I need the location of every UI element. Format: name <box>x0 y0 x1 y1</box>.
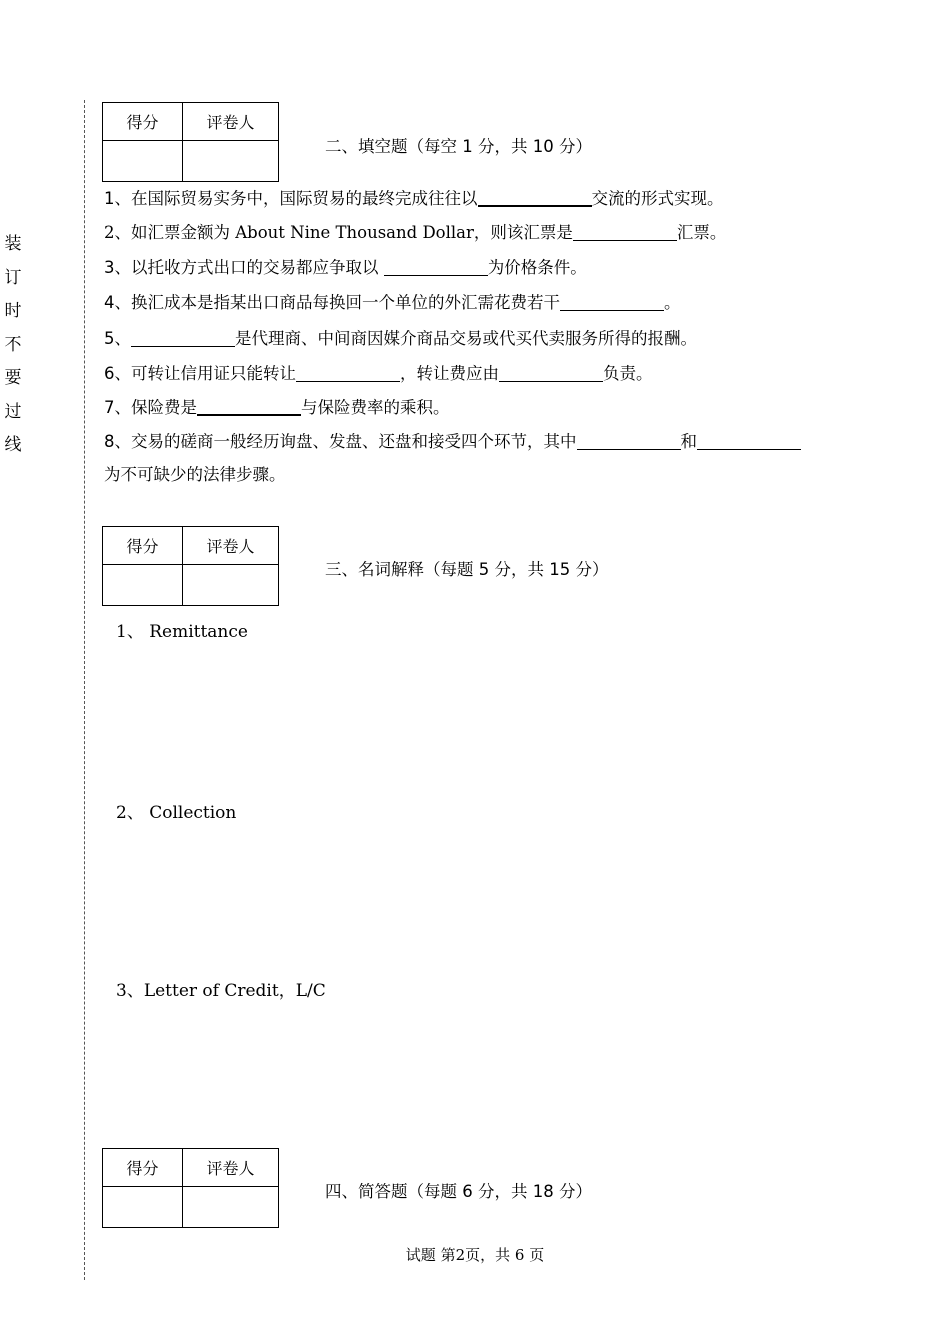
score-cell[interactable] <box>103 1187 183 1228</box>
grader-header: 评卷人 <box>183 527 279 565</box>
term-item: 3、Letter of Credit，L/C <box>116 981 326 1001</box>
score-cell[interactable] <box>103 565 183 606</box>
answer-blank[interactable] <box>384 259 488 276</box>
binding-char: 过 <box>4 401 22 422</box>
fill-question-6: 6、可转让信用证只能转让 ，转让费应由 负责。 <box>104 364 653 383</box>
fill-question-4: 4、换汇成本是指某出口商品每换回一个单位的外汇需花费若干 。 <box>104 293 681 312</box>
binding-char: 装 <box>4 234 22 254</box>
score-table <box>102 1148 279 1228</box>
binding-char: 不 <box>4 334 22 355</box>
fill-question-3: 3、以托收方式出口的交易都应争取以 为价格条件。 <box>104 258 587 277</box>
answer-blank[interactable] <box>573 224 677 241</box>
score-header: 得分 <box>103 103 183 141</box>
fill-question-2: 2、如汇票金额为 About Nine Thousand Dollar，则该汇票是 汇票。 <box>104 223 727 242</box>
answer-blank[interactable] <box>478 189 592 207</box>
section-title-terms: 三、名词解释（每题 5 分，共 15 分） <box>325 560 609 579</box>
fill-question-1: 1、在国际贸易实务中，国际贸易的最终完成往往以 交流的形式实现。 <box>104 189 724 208</box>
grader-header: 评卷人 <box>183 1149 279 1187</box>
section-title-short-answer: 四、简答题（每题 6 分，共 18 分） <box>325 1182 592 1201</box>
score-table <box>102 102 279 182</box>
fill-question-8-cont: 为不可缺少的法律步骤。 <box>104 465 286 484</box>
binding-char: 时 <box>4 301 22 321</box>
binding-char: 线 <box>4 435 22 455</box>
score-cell[interactable] <box>103 141 183 182</box>
binding-char: 订 <box>4 267 22 288</box>
grader-cell[interactable] <box>183 1187 279 1228</box>
grader-cell[interactable] <box>183 141 279 182</box>
term-item: 2、 Collection <box>116 803 237 823</box>
fill-question-7: 7、保险费是 与保险费率的乘积。 <box>104 398 450 417</box>
fill-question-8: 8、交易的磋商一般经历询盘、发盘、还盘和接受四个环节，其中 和 <box>104 431 801 453</box>
grader-header: 评卷人 <box>183 103 279 141</box>
term-item: 1、 Remittance <box>116 622 248 642</box>
answer-blank[interactable] <box>697 433 801 450</box>
page-footer: 试题 第2页，共 6 页 <box>405 1246 545 1264</box>
answer-blank[interactable] <box>296 365 400 382</box>
answer-blank[interactable] <box>560 294 664 311</box>
binding-char: 要 <box>4 368 22 388</box>
score-header: 得分 <box>103 1149 183 1187</box>
score-header: 得分 <box>103 527 183 565</box>
section-title-fill-blank: 二、填空题（每空 1 分，共 10 分） <box>325 137 592 156</box>
grader-cell[interactable] <box>183 565 279 606</box>
answer-blank[interactable] <box>577 433 681 450</box>
binding-line <box>84 100 85 1280</box>
score-table <box>102 526 279 606</box>
fill-question-5: 5、 是代理商、中间商因媒介商品交易或代买代卖服务所得的报酬。 <box>104 329 697 348</box>
binding-note <box>3 228 23 463</box>
answer-blank[interactable] <box>197 398 301 416</box>
answer-blank[interactable] <box>499 365 603 382</box>
answer-blank[interactable] <box>131 330 235 347</box>
